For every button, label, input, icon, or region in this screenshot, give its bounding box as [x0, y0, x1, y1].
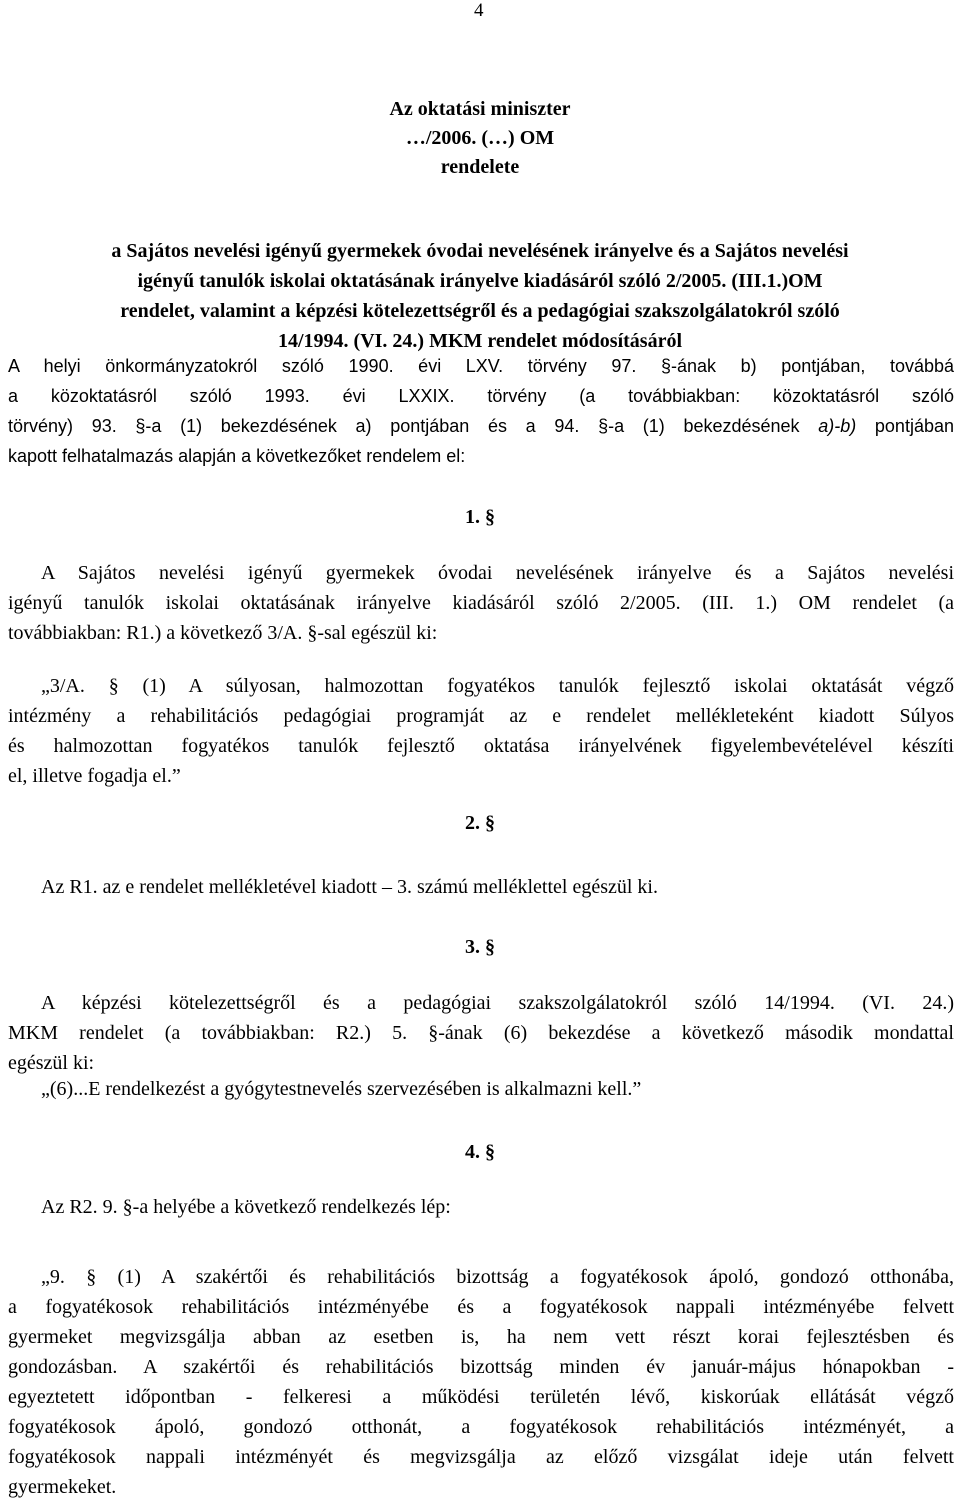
quote-line: egyeztetett időpontban - felkeresi a működési területén lévő, kiskorúak ellátását végző	[8, 1386, 954, 1408]
preamble-line: a közoktatásról szóló 1993. évi LXXIX. törvény (a továbbiakban: közoktatásról szóló	[8, 386, 954, 406]
quote-line: és halmozottan fogyatékos tanulók fejlesztő oktatása irányelvének figyelembevételével készíti	[8, 735, 954, 757]
preamble-line: A helyi önkormányzatokról szóló 1990. évi LXV. törvény 97. §-ának b) pontjában, továbbá	[8, 356, 954, 376]
text-line: továbbiakban: R1.) a következő 3/A. §-sal egészül ki:	[8, 622, 438, 644]
text-line: Az R2. 9. §-a helyébe a következő rendelkezés lép:	[41, 1196, 451, 1218]
section-2-text	[8, 876, 954, 906]
text-line: Az R1. az e rendelet mellékletével kiadott – 3. számú melléklettel egészül ki.	[41, 876, 658, 898]
quote-line: „3/A. § (1) A súlyosan, halmozottan fogyatékos tanulók fejlesztő iskolai oktatását végző	[41, 675, 954, 697]
quote-line: a fogyatékosok rehabilitációs intézményébe és a fogyatékosok nappali intézményébe felvett	[8, 1296, 954, 1318]
section-3-heading: 3. §	[465, 936, 495, 958]
preamble-italic-ab: a)-b)	[818, 416, 857, 436]
section-4-heading: 4. §	[465, 1141, 495, 1163]
preamble	[8, 356, 954, 476]
section-3-quote	[8, 1078, 954, 1108]
preamble-after-italic: pontjában	[856, 416, 954, 436]
decree-subtitle	[0, 240, 960, 360]
text-line: egészül ki:	[8, 1052, 95, 1074]
section-1-quote	[8, 675, 954, 795]
quote-line: gyermeket megvizsgálja abban az esetben is, ha nem vett részt korai fejlesztésben és	[8, 1326, 954, 1348]
subtitle-line: a Sajátos nevelési igényű gyermekek óvodai nevelésének irányelve és a Sajátos nevelési	[111, 240, 849, 262]
section-1-heading: 1. §	[465, 506, 495, 528]
subtitle-line: 14/1994. (VI. 24.) MKM rendelet módosításáról	[277, 330, 683, 352]
quote-line: el, illetve fogadja el.”	[8, 765, 181, 787]
text-line: MKM rendelet (a továbbiakban: R2.) 5. §-ának (6) bekezdése a következő második mondattal	[8, 1022, 954, 1044]
quote-line: fogyatékosok ápoló, gondozó otthonát, a fogyatékosok rehabilitációs intézményét, a	[8, 1416, 954, 1438]
preamble-line-text: törvény) 93. §-a (1) bekezdésének a) pontjában és a 94. §-a (1) bekezdésének	[8, 416, 819, 436]
quote-line: gyermekeket.	[8, 1476, 117, 1498]
quote-line: „9. § (1) A szakértői és rehabilitációs bizottság a fogyatékosok ápoló, gondozó otthonába,	[41, 1266, 954, 1288]
decree-title	[0, 98, 960, 185]
subtitle-line: rendelet, valamint a képzési kötelezettségről és a pedagógiai szakszolgálatokról szóló	[120, 300, 840, 322]
section-1-text	[8, 562, 954, 652]
section-3-text	[8, 992, 954, 1082]
page-number: 4	[474, 0, 484, 21]
quote-line: fogyatékosok nappali intézményét és megvizsgálja az előző vizsgálat ideje után felvett	[8, 1446, 954, 1468]
preamble-line: kapott felhatalmazás alapján a következőket rendelem el:	[8, 446, 466, 466]
title-line: …/2006. (…) OM	[405, 127, 555, 149]
title-line: Az oktatási miniszter	[389, 98, 571, 120]
text-line: A képzési kötelezettségről és a pedagógiai szakszolgálatokról szóló 14/1994. (VI. 24.)	[41, 992, 954, 1014]
quote-line: „(6)...E rendelkezést a gyógytestnevelés szervezésében is alkalmazni kell.”	[41, 1078, 642, 1100]
quote-line: intézmény a rehabilitációs pedagógiai programját az e rendelet mellékleteként kiadott Súlyos	[8, 705, 954, 727]
title-line: rendelete	[440, 156, 520, 178]
text-line: igényű tanulók iskolai oktatásának irányelve kiadásáról szóló 2/2005. (III. 1.) OM rendelet (a	[8, 592, 954, 614]
section-4-text	[8, 1196, 954, 1226]
section-4-quote	[8, 1266, 954, 1506]
section-2-heading: 2. §	[465, 812, 495, 834]
preamble-line	[8, 416, 954, 446]
quote-line: gondozásban. A szakértői és rehabilitációs bizottság minden év január-május hónapokban -	[8, 1356, 954, 1378]
subtitle-line: igényű tanulók iskolai oktatásának irányelve kiadásáról szóló 2/2005. (III.1.)OM	[137, 270, 823, 292]
text-line: A Sajátos nevelési igényű gyermekek óvodai nevelésének irányelve és a Sajátos nevelési	[41, 562, 954, 584]
